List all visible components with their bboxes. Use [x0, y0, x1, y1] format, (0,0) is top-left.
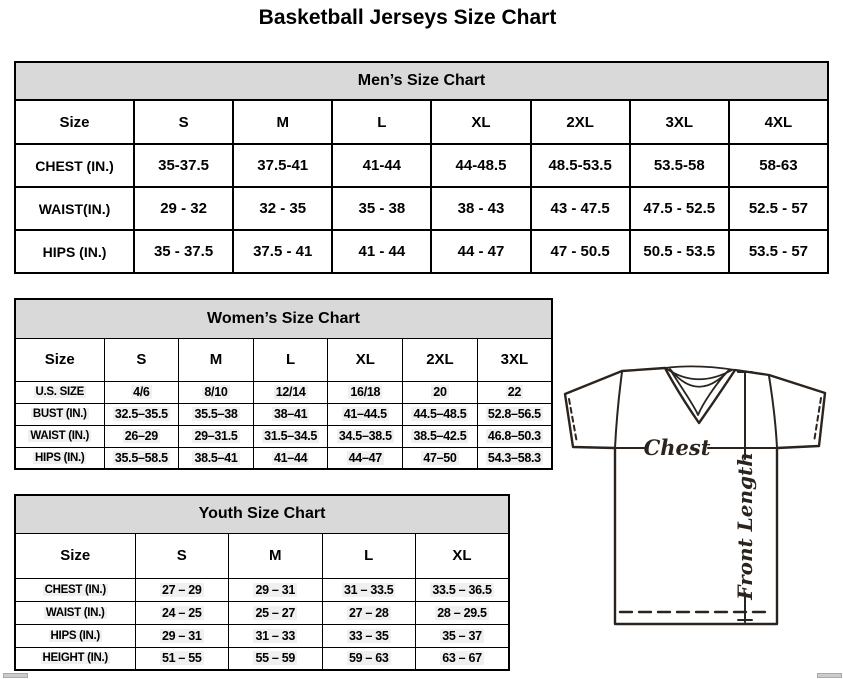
column-header: S	[134, 100, 233, 144]
row-label: HEIGHT (IN.)	[15, 647, 135, 670]
table-cell: 32 - 35	[233, 187, 332, 230]
table-cell: 58-63	[729, 144, 828, 187]
table-row	[15, 624, 509, 647]
youth-size-chart-section	[14, 494, 510, 671]
table-cell: 63 – 67	[416, 647, 510, 670]
table-cell: 38 - 43	[431, 187, 530, 230]
chest-label: Chest	[643, 435, 711, 460]
table-cell: 52.8–56.5	[477, 403, 552, 425]
table-cell: 53.5 - 57	[729, 230, 828, 273]
row-label: CHEST (IN.)	[15, 144, 134, 187]
row-label: CHEST (IN.)	[15, 578, 135, 601]
table-cell: 47.5 - 52.5	[630, 187, 729, 230]
table-row	[15, 403, 552, 425]
scrollbar-fragment-right	[817, 673, 842, 678]
table-cell: 44-48.5	[431, 144, 530, 187]
table-cell: 52.5 - 57	[729, 187, 828, 230]
table-cell: 35.5–38	[179, 403, 254, 425]
men-size-chart-table	[14, 61, 829, 274]
table-cell: 35 - 38	[332, 187, 431, 230]
table-cell: 32.5–35.5	[104, 403, 179, 425]
row-label: HIPS (IN.)	[15, 447, 104, 469]
table-cell: 4/6	[104, 381, 179, 403]
table-row	[15, 578, 509, 601]
table-cell: 29 – 31	[229, 578, 323, 601]
table-cell: 35 – 37	[416, 624, 510, 647]
jersey-collar-top-line	[665, 366, 735, 370]
table-cell: 22	[477, 381, 552, 403]
column-header: XL	[328, 338, 403, 381]
table-cell: 8/10	[179, 381, 254, 403]
column-header: 3XL	[477, 338, 552, 381]
column-header: L	[322, 533, 416, 578]
table-cell: 41-44	[332, 144, 431, 187]
table-cell: 35-37.5	[134, 144, 233, 187]
table-cell: 44.5–48.5	[403, 403, 478, 425]
table-row	[15, 144, 828, 187]
page-title: Basketball Jerseys Size Chart	[258, 6, 557, 29]
row-label: WAIST (IN.)	[15, 601, 135, 624]
row-label: HIPS (IN.)	[15, 230, 134, 273]
scrollbar-fragment-left	[3, 673, 28, 678]
table-cell: 25 – 27	[229, 601, 323, 624]
size-header: Size	[15, 533, 135, 578]
row-label: U.S. SIZE	[15, 381, 104, 403]
men-chart-title: Men’s Size Chart	[15, 62, 828, 100]
jersey-outline-shape	[565, 368, 825, 624]
table-cell: 27 – 28	[322, 601, 416, 624]
youth-chart-title: Youth Size Chart	[15, 495, 509, 533]
table-row	[15, 601, 509, 624]
jersey-measurement-diagram	[558, 362, 832, 658]
size-header: Size	[15, 100, 134, 144]
youth-size-chart-table	[14, 494, 510, 671]
table-cell: 27 – 29	[135, 578, 229, 601]
table-row	[15, 425, 552, 447]
table-cell: 46.8–50.3	[477, 425, 552, 447]
table-cell: 31 – 33.5	[322, 578, 416, 601]
table-cell: 31 – 33	[229, 624, 323, 647]
size-header: Size	[15, 338, 104, 381]
table-cell: 33 – 35	[322, 624, 416, 647]
table-cell: 41–44	[253, 447, 328, 469]
mens-size-chart-section	[14, 61, 829, 274]
table-cell: 59 – 63	[322, 647, 416, 670]
table-cell: 47 - 50.5	[531, 230, 630, 273]
row-label: WAIST (IN.)	[15, 425, 104, 447]
table-cell: 54.3–58.3	[477, 447, 552, 469]
table-cell: 28 – 29.5	[416, 601, 510, 624]
jersey-shoulder-seam-right	[769, 376, 777, 448]
table-cell: 43 - 47.5	[531, 187, 630, 230]
table-cell: 26–29	[104, 425, 179, 447]
jersey-shoulder-seam-left	[615, 372, 622, 448]
table-cell: 53.5-58	[630, 144, 729, 187]
row-label: HIPS (IN.)	[15, 624, 135, 647]
table-cell: 29–31.5	[179, 425, 254, 447]
table-row	[15, 230, 828, 273]
column-header: M	[229, 533, 323, 578]
table-cell: 33.5 – 36.5	[416, 578, 510, 601]
column-header: 2XL	[403, 338, 478, 381]
table-row	[15, 447, 552, 469]
column-header: 2XL	[531, 100, 630, 144]
table-cell: 29 - 32	[134, 187, 233, 230]
table-cell: 48.5-53.5	[531, 144, 630, 187]
column-header: 4XL	[729, 100, 828, 144]
table-cell: 20	[403, 381, 478, 403]
table-row	[15, 381, 552, 403]
table-cell: 35 - 37.5	[134, 230, 233, 273]
table-cell: 35.5–58.5	[104, 447, 179, 469]
column-header: XL	[431, 100, 530, 144]
table-cell: 38–41	[253, 403, 328, 425]
table-cell: 41 - 44	[332, 230, 431, 273]
column-header: 3XL	[630, 100, 729, 144]
table-cell: 47–50	[403, 447, 478, 469]
column-header: M	[233, 100, 332, 144]
column-header: M	[179, 338, 254, 381]
table-cell: 16/18	[328, 381, 403, 403]
row-label: WAIST(IN.)	[15, 187, 134, 230]
table-row	[15, 187, 828, 230]
table-cell: 37.5-41	[233, 144, 332, 187]
column-header: L	[332, 100, 431, 144]
table-cell: 44 - 47	[431, 230, 530, 273]
column-header: S	[104, 338, 179, 381]
table-cell: 38.5–42.5	[403, 425, 478, 447]
table-cell: 55 – 59	[229, 647, 323, 670]
women-size-chart-table	[14, 298, 553, 470]
table-row	[15, 647, 509, 670]
womens-size-chart-section	[14, 298, 553, 470]
table-cell: 12/14	[253, 381, 328, 403]
table-cell: 44–47	[328, 447, 403, 469]
table-cell: 38.5–41	[179, 447, 254, 469]
front-length-label: Front Length	[733, 452, 757, 600]
row-label: BUST (IN.)	[15, 403, 104, 425]
table-cell: 51 – 55	[135, 647, 229, 670]
column-header: L	[253, 338, 328, 381]
column-header: XL	[416, 533, 510, 578]
table-cell: 24 – 25	[135, 601, 229, 624]
column-header: S	[135, 533, 229, 578]
women-chart-title: Women’s Size Chart	[15, 299, 552, 338]
table-cell: 29 – 31	[135, 624, 229, 647]
table-cell: 41–44.5	[328, 403, 403, 425]
table-cell: 50.5 - 53.5	[630, 230, 729, 273]
table-cell: 31.5–34.5	[253, 425, 328, 447]
table-cell: 34.5–38.5	[328, 425, 403, 447]
table-cell: 37.5 - 41	[233, 230, 332, 273]
